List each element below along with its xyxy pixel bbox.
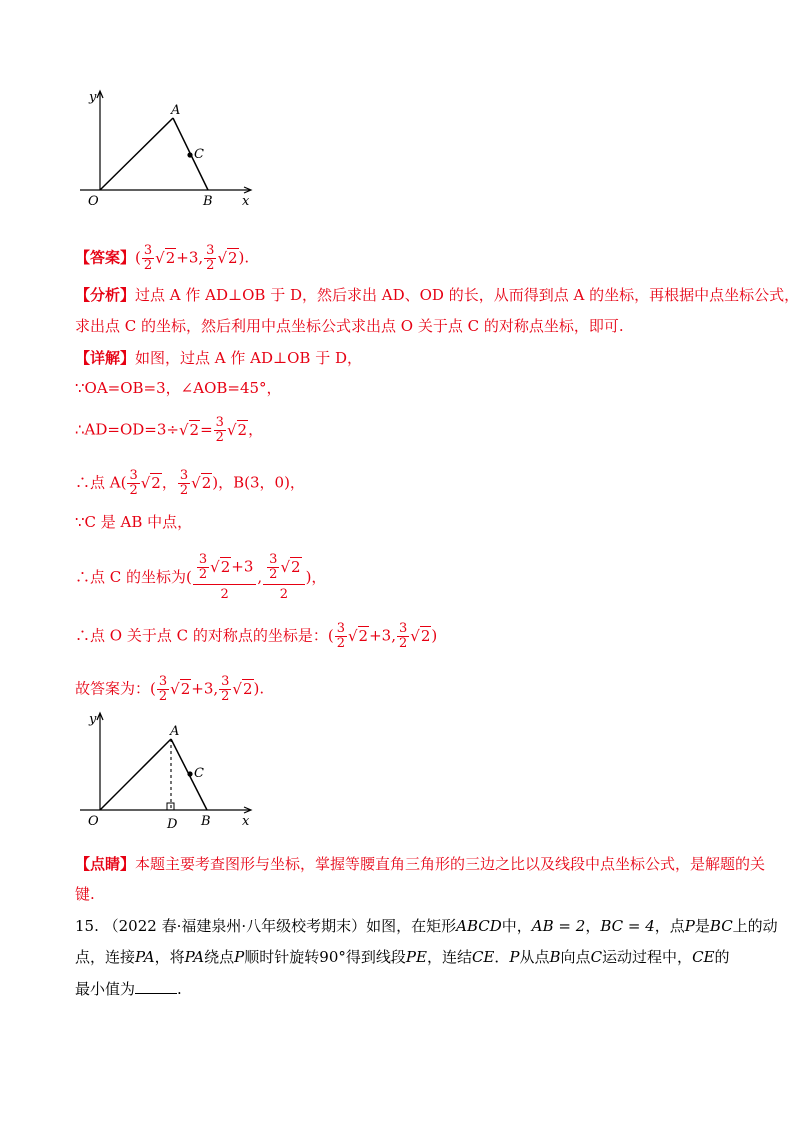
fraction xyxy=(157,675,169,704)
problem-number: 15. xyxy=(75,917,99,935)
figure-2 xyxy=(70,710,260,832)
numerator xyxy=(263,553,304,585)
sqrt-expression: √2 xyxy=(191,473,212,492)
label-d: D xyxy=(167,817,178,832)
detail-line-2: ∵OA=OB=3，∠AOB=45°， xyxy=(75,379,282,397)
comment-line-2: 键. xyxy=(75,885,95,903)
label-a: A xyxy=(171,103,181,118)
denominator: 2 xyxy=(220,587,229,602)
point-c xyxy=(187,771,192,776)
denominator: 2 xyxy=(279,587,288,602)
label-x: x xyxy=(242,194,250,209)
numerator: 3 xyxy=(336,621,345,636)
numerator: 3 xyxy=(143,243,153,258)
detail-line-7: ∴点 O 关于点 C 的对称点的坐标是：( $\frac{3}{2}$ √2+3, $\frac{3}{2}$ √2) xyxy=(75,621,438,651)
detail-line-3: ∴AD=OD=3÷√2= $\frac{3}{2}$ √2， xyxy=(75,415,264,445)
numerator: 3 xyxy=(398,621,408,636)
radicand: 2 xyxy=(237,420,248,439)
radicand: 2 xyxy=(201,473,212,492)
fraction xyxy=(193,553,257,603)
problem-source: （2022 春·福建泉州·八年级校考期末） xyxy=(103,917,367,935)
detail-line-1: 【详解】如图，过点 A 作 AD⊥OB 于 D， xyxy=(75,349,363,367)
problem15-line-2: 点，连接PA，将PA绕点P顺时针旋转90°得到线段PE，连结CE．P从点B向点C运动过程中，CE的 xyxy=(75,948,730,966)
label-o: O xyxy=(88,194,99,209)
detail-line-5: ∵C 是 AB 中点， xyxy=(75,513,193,531)
problem15-line-1: 15. （2022 春·福建泉州·八年级校考期末）如图，在矩形ABCD中，AB = 2，BC = 4，点P是BC上的动 xyxy=(75,917,778,935)
fraction xyxy=(214,416,226,445)
denominator: 2 xyxy=(206,258,215,273)
numerator: 3 xyxy=(215,415,224,430)
segment-oa xyxy=(100,118,173,190)
conclusion-line: 故答案为：( $\frac{3}{2}$ √2+3, $\frac{3}{2}$ √2). xyxy=(75,674,265,704)
radicand: 2 xyxy=(165,248,176,267)
analysis-line-1: 【分析】过点 A 作 AD⊥OB 于 D，然后求出 AD、OD 的长，从而得到点 A 的坐标，再根据中点坐标公式， xyxy=(75,286,800,304)
radicand: 2 xyxy=(189,420,200,439)
comment-tag: 【点睛】 xyxy=(75,855,136,873)
sqrt-expression: √2 xyxy=(232,679,253,698)
denominator: 2 xyxy=(198,567,208,582)
denominator: 2 xyxy=(179,483,189,498)
numerator: 3 xyxy=(269,552,278,567)
fraction xyxy=(267,553,279,582)
denominator: 2 xyxy=(129,483,138,498)
sqrt-expression: √2 xyxy=(170,679,191,698)
problem15-line-3: 最小值为 . xyxy=(75,980,182,998)
segment-oa xyxy=(100,739,171,810)
denominator: 2 xyxy=(215,430,224,445)
radicand: 2 xyxy=(420,626,431,645)
radicand: 2 xyxy=(151,473,161,492)
fraction xyxy=(204,244,216,273)
numerator: 3 xyxy=(158,674,168,689)
analysis-tag: 【分析】 xyxy=(75,286,136,304)
label-c: C xyxy=(194,147,204,162)
denominator: 2 xyxy=(269,567,278,582)
denominator: 2 xyxy=(221,689,230,704)
label-y: y xyxy=(89,712,97,727)
fraction xyxy=(127,469,139,498)
answer-line: 【答案】( $\frac{3}{2}$ √2+3, $\frac{3}{2}$ √2). xyxy=(75,243,250,273)
sqrt-expression: √2 xyxy=(280,557,301,576)
fraction xyxy=(219,675,231,704)
detail-tag: 【详解】 xyxy=(75,349,136,367)
label-x: x xyxy=(242,814,250,829)
sqrt-expression: √2 xyxy=(410,626,431,645)
point-c xyxy=(187,152,192,157)
sqrt-expression: √2 xyxy=(210,557,231,576)
sqrt-expression: √2 xyxy=(217,248,238,267)
numerator: 3 xyxy=(129,468,138,483)
label-c: C xyxy=(194,766,204,781)
label-o: O xyxy=(88,814,99,829)
figure-1 xyxy=(70,88,260,210)
denominator: 2 xyxy=(143,258,153,273)
sqrt-expression: √2 xyxy=(140,473,161,492)
answer-tag: 【答案】 xyxy=(75,248,136,267)
denominator: 2 xyxy=(398,636,408,651)
fraction xyxy=(142,244,154,273)
sqrt-expression: √2 xyxy=(155,248,176,267)
numerator: 3 xyxy=(221,674,230,689)
label-b: B xyxy=(203,194,213,209)
denominator: 2 xyxy=(336,636,345,651)
label-a: A xyxy=(170,724,180,739)
comment-line-1: 【点睛】本题主要考查图形与坐标，掌握等腰直角三角形的三边之比以及线段中点坐标公式，是解题的关 xyxy=(75,855,766,873)
detail-line-6: ∴点 C 的坐标为( $\frac{3}{2}$ √2+3 2 , $\frac{3}{2}$ √2 2 )， xyxy=(75,552,327,602)
radicand: 2 xyxy=(220,557,231,576)
label-b: B xyxy=(201,814,211,829)
fraction xyxy=(263,553,304,603)
numerator: 3 xyxy=(198,552,208,567)
sqrt-expression: √2 xyxy=(226,420,248,439)
analysis-line-2: 求出点 C 的坐标，然后利用中点坐标公式求出点 O 关于点 C 的对称点坐标，即可. xyxy=(75,317,624,335)
numerator: 3 xyxy=(179,468,189,483)
sqrt-expression: √2 xyxy=(347,626,369,645)
fraction xyxy=(197,553,209,582)
radicand: 2 xyxy=(242,679,253,698)
numerator: $\frac{3}{2}$ √2+3 xyxy=(193,553,257,585)
denominator: 2 xyxy=(158,689,168,704)
fraction xyxy=(335,622,347,651)
detail-line-4: ∴点 A( $\frac{3}{2}$ √2， $\frac{3}{2}$ √2)，B(3，0)， xyxy=(75,468,305,498)
radicand: 2 xyxy=(180,679,191,698)
label-y: y xyxy=(89,90,97,105)
numerator: 3 xyxy=(206,243,215,258)
radicand: 2 xyxy=(358,626,369,645)
fraction xyxy=(397,622,409,651)
fraction xyxy=(178,469,190,498)
answer-blank[interactable] xyxy=(135,979,177,994)
radicand: 2 xyxy=(228,248,238,267)
sqrt-expression: √2 xyxy=(178,420,200,439)
radicand: 2 xyxy=(291,557,301,576)
